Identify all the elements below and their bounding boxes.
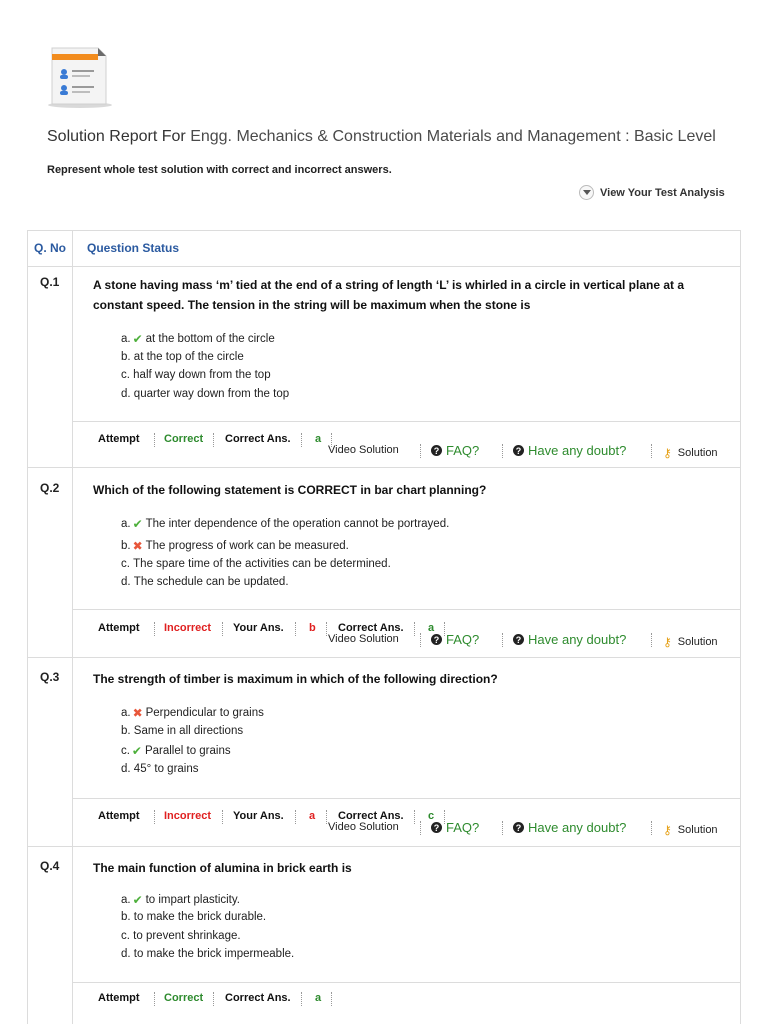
option-c: c. half way down from the top (121, 369, 271, 381)
correct-ans-label: Correct Ans. (338, 810, 404, 822)
attempt-label: Attempt (98, 433, 140, 445)
check-icon: ✔ (132, 517, 143, 531)
your-ans-label: Your Ans. (233, 810, 284, 822)
question-icon: ? (431, 634, 442, 645)
row-divider (28, 467, 740, 468)
question-icon: ? (513, 822, 524, 833)
correct-ans-value: c (428, 810, 435, 822)
separator (651, 633, 652, 647)
correct-ans-value: a (315, 992, 322, 1004)
question-icon: ? (431, 822, 442, 833)
page-subtitle: Represent whole test solution with correct and incorrect answers. (47, 164, 392, 176)
separator (301, 433, 302, 447)
separator (154, 992, 155, 1006)
faq-link[interactable]: ? FAQ? (431, 443, 479, 458)
row-divider (28, 846, 740, 847)
option-d: d. to make the brick impermeable. (121, 948, 295, 960)
option-a: a. ✖ Perpendicular to grains (121, 706, 264, 720)
option-d: d. 45° to grains (121, 763, 199, 775)
your-ans-label: Your Ans. (233, 622, 284, 634)
separator (295, 810, 296, 824)
faq-link[interactable]: ? FAQ? (431, 820, 479, 835)
question-icon: ? (513, 445, 524, 456)
separator (326, 810, 327, 824)
option-a: a. ✔ to impart plasticity. (121, 893, 240, 907)
row-divider (28, 657, 740, 658)
question-text: Which of the following statement is CORRECT in bar chart planning? (93, 483, 487, 497)
option-a: a. ✔ at the bottom of the circle (121, 332, 275, 346)
title-lead: Solution Report For (47, 128, 191, 145)
solution-link[interactable]: ⚷ Solution (663, 446, 718, 460)
view-test-analysis-label: View Your Test Analysis (600, 186, 725, 199)
check-icon: ✔ (132, 332, 143, 346)
separator (331, 992, 332, 1006)
attempt-label: Attempt (98, 810, 140, 822)
table-header (28, 231, 740, 267)
question-text: The strength of timber is maximum in which of the following direction? (93, 672, 498, 686)
your-ans-value: b (309, 622, 316, 634)
result-incorrect: Incorrect (164, 622, 212, 634)
column-divider (72, 231, 73, 1024)
video-solution-link[interactable]: Video Solution (328, 633, 399, 645)
separator (222, 622, 223, 636)
result-correct: Correct (164, 992, 204, 1004)
option-c: c. to prevent shrinkage. (121, 930, 241, 942)
test-name: Engg. Mechanics & Construction Materials and Management : Basic Level (190, 128, 716, 145)
view-test-analysis-link[interactable] (579, 185, 725, 200)
separator (213, 433, 214, 447)
separator (326, 622, 327, 636)
cross-icon: ✖ (132, 539, 143, 553)
separator (154, 810, 155, 824)
solution-table (27, 230, 741, 1024)
option-d: d. quarter way down from the top (121, 388, 290, 400)
question-text: The main function of alumina in brick earth is (93, 861, 352, 875)
key-icon: ⚷ (663, 635, 672, 649)
separator (222, 810, 223, 824)
solution-link[interactable]: ⚷ Solution (663, 635, 718, 649)
result-incorrect: Incorrect (164, 810, 212, 822)
correct-ans-label: Correct Ans. (225, 433, 291, 445)
report-icon (46, 44, 114, 110)
separator (414, 622, 415, 636)
chevron-down-icon (579, 185, 594, 200)
question-number: Q.4 (40, 859, 60, 873)
question-number: Q.3 (40, 670, 60, 684)
page-title (47, 128, 752, 146)
cross-icon: ✖ (132, 706, 143, 720)
option-a: a. ✔ The inter dependence of the operation cannot be portrayed. (121, 517, 450, 531)
separator (154, 622, 155, 636)
attempt-label: Attempt (98, 622, 140, 634)
separator (420, 633, 421, 647)
separator (295, 622, 296, 636)
separator (414, 810, 415, 824)
check-icon: ✔ (131, 744, 142, 758)
option-b: b. Same in all directions (121, 725, 244, 737)
key-icon: ⚷ (663, 823, 672, 837)
question-number: Q.2 (40, 481, 60, 495)
separator (651, 821, 652, 835)
separator (420, 444, 421, 458)
separator (651, 444, 652, 458)
correct-ans-value: a (315, 433, 322, 445)
your-ans-value: a (309, 810, 316, 822)
option-b: b. at the top of the circle (121, 351, 244, 363)
column-header-qno: Q. No (34, 241, 66, 255)
option-b: b. to make the brick durable. (121, 911, 267, 923)
separator (213, 992, 214, 1006)
option-c: c. The spare time of the activities can be determined. (121, 558, 391, 570)
column-header-status: Question Status (87, 241, 180, 255)
divider (72, 421, 740, 422)
have-doubt-link[interactable]: ? Have any doubt? (513, 632, 626, 647)
option-b: b. ✖ The progress of work can be measured. (121, 539, 349, 553)
video-solution-link[interactable]: Video Solution (328, 821, 399, 833)
key-icon: ⚷ (663, 446, 672, 460)
have-doubt-link[interactable]: ? Have any doubt? (513, 443, 626, 458)
faq-link[interactable]: ? FAQ? (431, 632, 479, 647)
correct-ans-value: a (428, 622, 435, 634)
divider (72, 609, 740, 610)
result-correct: Correct (164, 433, 204, 445)
separator (502, 821, 503, 835)
divider (72, 982, 740, 983)
correct-ans-label: Correct Ans. (338, 622, 404, 634)
question-text: A stone having mass ‘m’ tied at the end of a string of length ‘L’ is whirled in a circle in vertical plane at a constant speed. The tension in the string will be maximum when the stone is (93, 278, 685, 312)
solution-link[interactable]: ⚷ Solution (663, 823, 718, 837)
question-icon: ? (513, 634, 524, 645)
separator (502, 444, 503, 458)
correct-ans-label: Correct Ans. (225, 992, 291, 1004)
check-icon: ✔ (132, 893, 143, 907)
separator (154, 433, 155, 447)
separator (301, 992, 302, 1006)
separator (502, 633, 503, 647)
question-number: Q.1 (40, 275, 60, 289)
attempt-label: Attempt (98, 992, 140, 1004)
divider (72, 798, 740, 799)
video-solution-link[interactable]: Video Solution (328, 444, 399, 456)
have-doubt-link[interactable]: ? Have any doubt? (513, 820, 626, 835)
option-c: c. ✔ Parallel to grains (121, 744, 231, 758)
option-d: d. The schedule can be updated. (121, 576, 289, 588)
separator (420, 821, 421, 835)
question-icon: ? (431, 445, 442, 456)
